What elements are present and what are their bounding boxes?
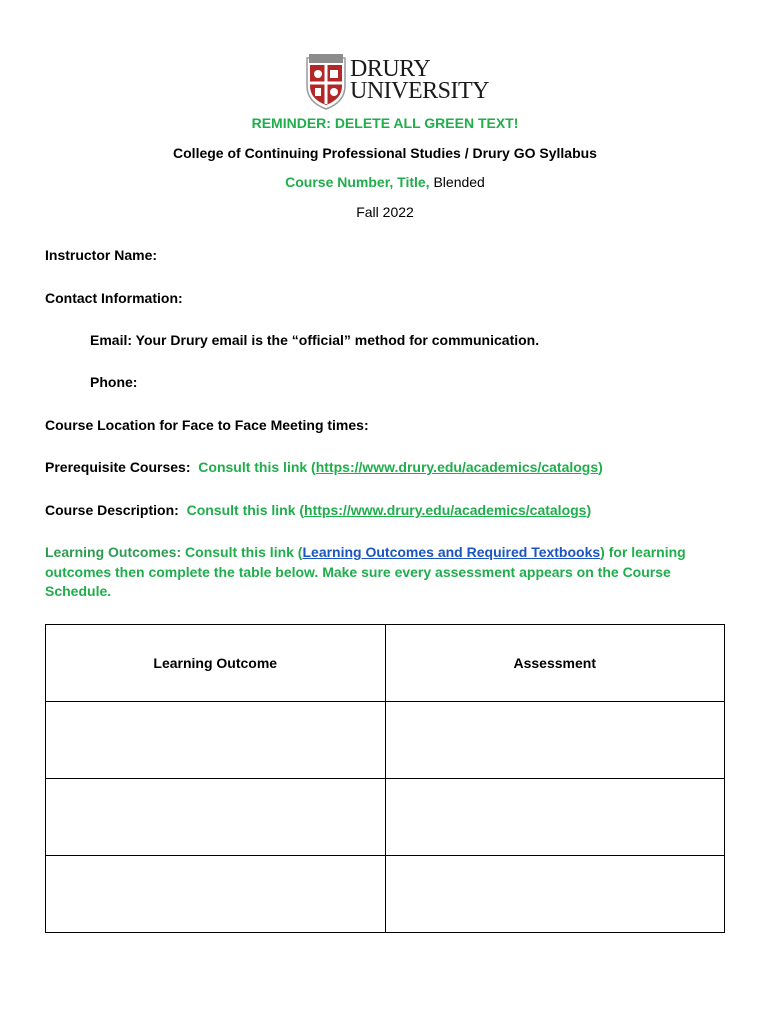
reminder-text: REMINDER: DELETE ALL GREEN TEXT!	[251, 115, 519, 131]
outcomes-label: Learning Outcomes:	[45, 544, 182, 560]
location-label: Course Location for Face to Face Meeting times:	[45, 417, 369, 433]
contact-label: Contact Information:	[45, 290, 183, 306]
table-cell[interactable]	[46, 702, 386, 779]
header-learning-outcome: Learning Outcome	[46, 625, 386, 702]
term: Fall 2022	[356, 204, 414, 220]
logo-line-1: DRURY	[350, 56, 431, 82]
course-line	[0, 174, 770, 190]
course-format: Blended	[429, 174, 485, 190]
header-assessment: Assessment	[385, 625, 725, 702]
university-shield-icon	[305, 52, 347, 110]
outcomes-paragraph	[45, 543, 715, 602]
table-header-row	[46, 625, 725, 702]
instructor-label: Instructor Name:	[45, 247, 158, 263]
phone-label: Phone:	[90, 374, 138, 390]
outcomes-text-after: ) for learning outcomes then complete the table below. Make sure every assessment appears on the Course Schedule.	[45, 544, 686, 599]
table-row	[46, 702, 725, 779]
outcomes-textbooks-link[interactable]: Learning Outcomes and Required Textbooks	[302, 544, 601, 560]
table-cell[interactable]	[46, 779, 386, 856]
description-label: Course Description:	[45, 502, 179, 518]
college-line: College of Continuing Professional Studies / Drury GO Syllabus	[173, 145, 597, 161]
table-row	[46, 856, 725, 933]
outcomes-table	[45, 624, 725, 933]
logo-wordmark	[350, 58, 489, 102]
email-line: Email: Your Drury email is the “official” method for communication.	[90, 332, 540, 348]
outcomes-text-before: Consult this link (	[181, 544, 303, 560]
table-cell[interactable]	[385, 779, 725, 856]
table-cell[interactable]	[385, 856, 725, 933]
prerequisites-text-before: Consult this link (	[198, 459, 316, 475]
prerequisites-label: Prerequisite Courses:	[45, 459, 191, 475]
table-row	[46, 779, 725, 856]
table-cell[interactable]	[46, 856, 386, 933]
prerequisites-text-after: )	[598, 459, 603, 475]
description-catalog-link[interactable]: https://www.drury.edu/academics/catalogs	[304, 502, 587, 518]
prerequisites-catalog-link[interactable]: https://www.drury.edu/academics/catalogs	[315, 459, 599, 475]
course-placeholder: Course Number, Title,	[285, 174, 430, 190]
table-cell[interactable]	[385, 702, 725, 779]
drury-logo	[305, 52, 489, 112]
description-line	[45, 502, 591, 518]
logo-line-2: UNIVERSITY	[350, 78, 489, 104]
description-text-after: )	[586, 502, 592, 518]
description-text-before: Consult this link (	[186, 502, 305, 518]
prerequisites-line	[45, 459, 603, 475]
